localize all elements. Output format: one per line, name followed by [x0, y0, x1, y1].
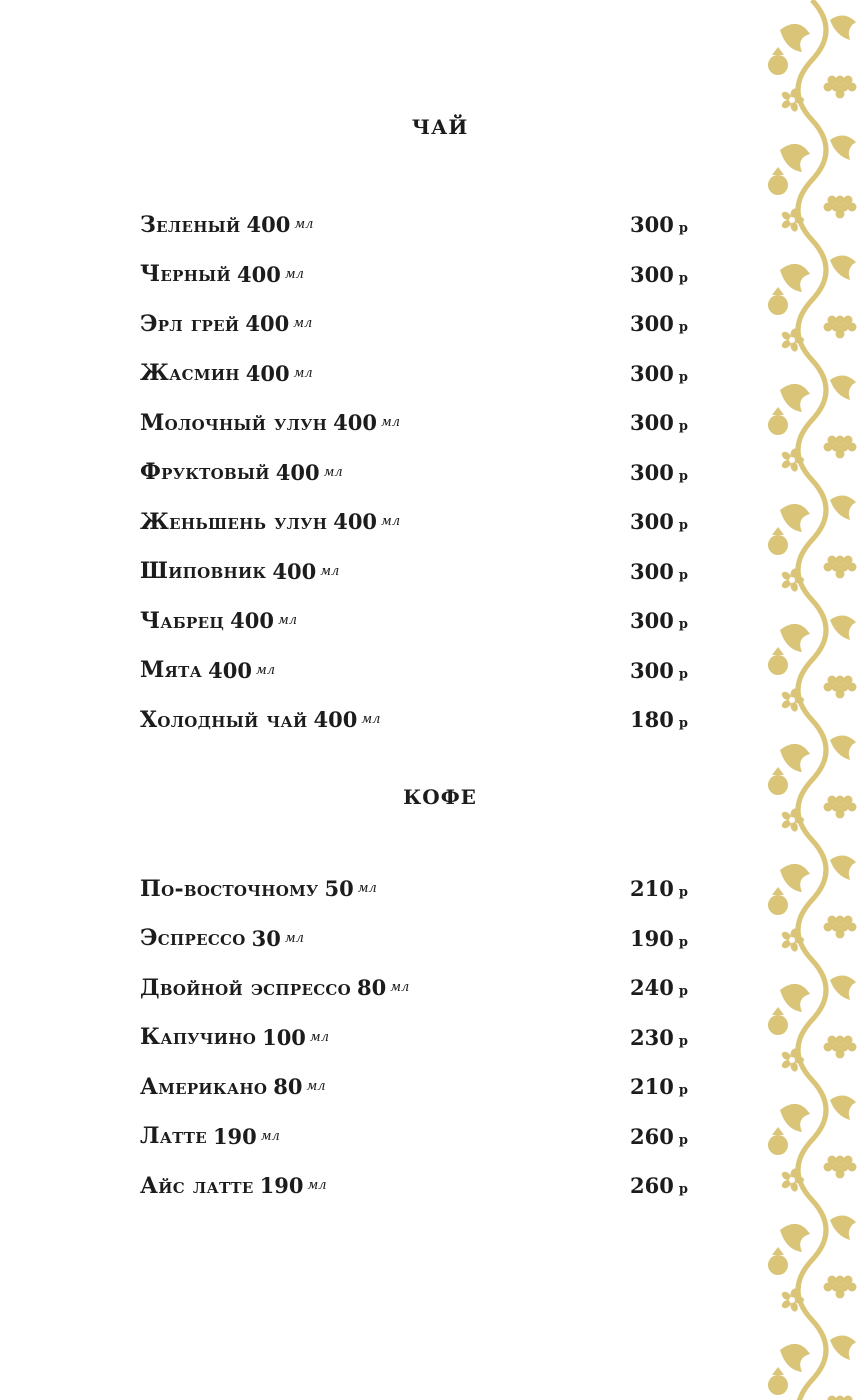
item-currency: р — [678, 221, 688, 237]
item-name: Молочный улун — [140, 409, 328, 436]
item-unit: мл — [306, 1079, 326, 1095]
coffee-menu-list — [140, 864, 700, 1211]
item-unit: мл — [284, 930, 304, 946]
item-price — [630, 559, 688, 584]
item-volume: 400 — [246, 212, 291, 238]
item-name: Эспрессо — [140, 925, 246, 952]
item-price-value: 300 — [630, 311, 674, 337]
item-volume: 80 — [273, 1074, 303, 1100]
item-price — [630, 410, 688, 435]
item-volume: 190 — [259, 1173, 304, 1199]
item-name: Американо — [140, 1073, 268, 1100]
item-volume: 400 — [230, 608, 274, 634]
item-price-value: 190 — [630, 925, 674, 951]
item-name: Чабрец — [140, 607, 225, 634]
item-unit: мл — [293, 365, 313, 381]
item-currency: р — [678, 984, 688, 1000]
item-price — [630, 1025, 688, 1050]
item-price — [630, 926, 688, 951]
item-price — [630, 707, 688, 732]
tea-menu-list — [140, 200, 700, 745]
item-currency: р — [678, 518, 688, 534]
menu-item — [140, 497, 700, 547]
item-price — [630, 212, 688, 237]
item-name: Шиповник — [140, 558, 267, 585]
floral-ornament-border-icon — [760, 0, 863, 1400]
item-currency: р — [678, 270, 688, 286]
tea-section-title: чай — [411, 108, 469, 141]
menu-item — [140, 914, 700, 964]
item-name: Зеленый — [140, 211, 241, 238]
menu-item — [140, 250, 700, 300]
menu-item — [140, 1013, 700, 1063]
item-name: Черный — [140, 261, 231, 288]
item-price-value: 210 — [630, 1074, 674, 1100]
item-price-value: 300 — [630, 509, 674, 535]
item-currency: р — [678, 1132, 688, 1148]
item-volume: 80 — [357, 975, 387, 1001]
item-name: Латте — [140, 1123, 207, 1150]
menu-item — [140, 1112, 700, 1162]
item-currency: р — [678, 1083, 688, 1099]
item-volume: 400 — [333, 509, 378, 535]
menu-item — [140, 398, 700, 448]
item-price-value: 210 — [630, 876, 674, 902]
item-currency: р — [678, 1182, 688, 1198]
item-volume: 400 — [245, 360, 290, 386]
item-volume: 400 — [236, 261, 281, 287]
menu-item — [140, 349, 700, 399]
item-currency: р — [678, 369, 688, 385]
menu-item — [140, 695, 700, 745]
item-volume: 400 — [245, 311, 290, 337]
item-price-value: 300 — [630, 410, 674, 436]
item-price-value: 240 — [630, 975, 674, 1001]
item-currency: р — [678, 419, 688, 435]
item-price — [630, 460, 688, 485]
item-price — [630, 608, 688, 633]
item-volume: 100 — [262, 1024, 306, 1050]
item-unit: мл — [294, 217, 314, 233]
item-unit: мл — [277, 613, 298, 629]
item-unit: мл — [293, 316, 313, 332]
item-price-value: 300 — [630, 261, 674, 287]
item-unit: мл — [381, 415, 401, 431]
menu-item — [140, 596, 700, 646]
item-currency: р — [678, 934, 688, 950]
item-price-value: 300 — [630, 558, 674, 584]
menu-item — [140, 646, 700, 696]
menu-item — [140, 1062, 700, 1112]
item-currency: р — [678, 1033, 688, 1049]
item-name: Фруктовый — [140, 459, 270, 486]
item-price-value: 260 — [630, 1173, 674, 1199]
item-currency: р — [678, 320, 688, 336]
item-unit: мл — [381, 514, 401, 530]
item-price — [630, 262, 688, 287]
item-name: Двойной эспрессо — [140, 974, 352, 1001]
item-name: Мята — [140, 657, 203, 684]
item-unit: мл — [390, 980, 410, 996]
menu-item — [140, 200, 700, 250]
item-price-value: 300 — [630, 360, 674, 386]
item-unit: мл — [323, 464, 343, 480]
menu-item — [140, 864, 700, 914]
item-currency: р — [678, 468, 688, 484]
item-name: Айс латте — [140, 1172, 254, 1199]
item-volume: 50 — [324, 876, 354, 902]
item-unit: мл — [357, 881, 377, 897]
menu-item — [140, 963, 700, 1013]
menu-item — [140, 1161, 700, 1211]
item-currency: р — [678, 885, 688, 901]
item-unit: мл — [307, 1178, 327, 1194]
item-name: По-восточному — [140, 875, 319, 902]
item-volume: 400 — [333, 410, 378, 436]
item-price — [630, 1173, 688, 1198]
item-name: Холодный чай — [140, 706, 308, 733]
item-name: Эрл грей — [140, 310, 240, 337]
item-volume: 190 — [212, 1123, 257, 1149]
item-price-value: 260 — [630, 1123, 674, 1149]
item-unit: мл — [320, 563, 340, 579]
item-price — [630, 361, 688, 386]
item-name: Капучино — [140, 1024, 257, 1051]
item-price — [630, 1124, 688, 1149]
item-price — [630, 876, 688, 901]
item-price — [630, 509, 688, 534]
item-volume: 400 — [272, 558, 317, 584]
menu-item — [140, 448, 700, 498]
coffee-section-title: кофе — [403, 778, 477, 811]
item-unit: мл — [256, 662, 276, 678]
item-price — [630, 1074, 688, 1099]
menu-item — [140, 547, 700, 597]
item-currency: р — [678, 617, 688, 633]
menu-item — [140, 299, 700, 349]
item-currency: р — [678, 716, 688, 732]
item-volume: 400 — [275, 459, 320, 485]
item-name: Женьшень улун — [140, 508, 328, 535]
item-currency: р — [678, 567, 688, 583]
item-price-value: 180 — [630, 707, 674, 733]
item-price — [630, 311, 688, 336]
item-currency: р — [678, 666, 688, 682]
item-unit: мл — [284, 266, 304, 282]
item-unit: мл — [309, 1029, 329, 1045]
item-price-value: 300 — [630, 657, 674, 683]
item-price-value: 300 — [630, 459, 674, 485]
item-price-value: 300 — [630, 608, 674, 634]
item-price-value: 300 — [630, 212, 674, 238]
item-unit: мл — [260, 1128, 280, 1144]
item-price-value: 230 — [630, 1024, 674, 1050]
item-name: Жасмин — [140, 360, 240, 387]
item-volume: 400 — [208, 657, 253, 683]
item-price — [630, 658, 688, 683]
item-volume: 30 — [251, 925, 281, 951]
item-price — [630, 975, 688, 1000]
item-unit: мл — [361, 712, 381, 728]
item-volume: 400 — [313, 707, 358, 733]
